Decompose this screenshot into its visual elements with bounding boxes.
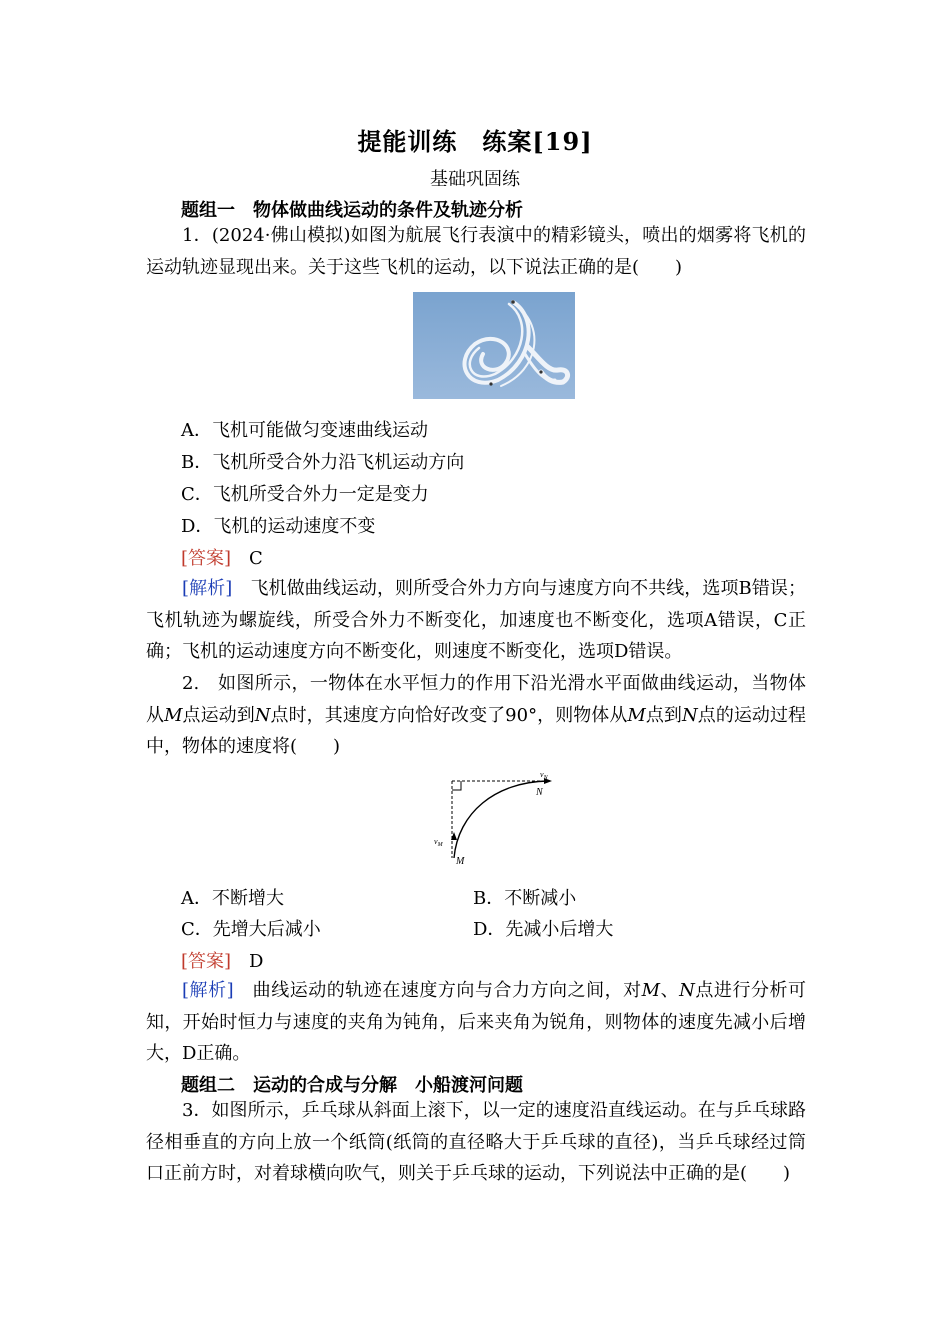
q2-answer: D [249,951,264,972]
airshow-photo [413,292,575,399]
q2-option-c: C．先增大后减小 [181,919,321,940]
n-label: N [536,787,543,798]
q2-answer-line [181,947,263,973]
motion-diagram [430,768,560,873]
q1-option-c: C．飞机所受合外力一定是变力 [181,484,429,505]
vn-label: $v_N$ [540,770,548,781]
trajectory-curve [454,781,548,858]
q1-option-d: D．飞机的运动速度不变 [181,516,376,537]
right-angle-icon [452,781,461,790]
q2-option-b: B．不断减小 [473,888,577,909]
q2-stem: 2. 如图所示，一物体在水平恒力的作用下沿光滑水平面做曲线运动，当物体从M点运动到N点时，其速度方向恰好改变了90°，则物体从M点到N点的运动过程中，物体的速度将( ) [146,673,807,757]
q1-answer-line [181,544,263,570]
page-title: 提能训练 练案[19] [357,127,593,156]
q3-stem: 3．如图所示，乒乓球从斜面上滚下，以一定的速度沿直线运动。在与乒乓球路径相垂直的方向上放一个纸筒(纸筒的直径略大于乒乓球的直径)，当乒乓球经过筒口正前方时，对着球横向吹气，则关于乒乓球的运动，下列说法中正确的是( ) [146,1100,806,1184]
q1-answer: C [249,548,263,569]
q1-option-b: B．飞机所受合外力沿飞机运动方向 [181,452,465,473]
m-label: M [456,856,465,867]
analysis-tag: [解析] [182,980,234,1001]
airplane-icon [539,370,542,373]
q1-option-a: A．飞机可能做匀变速曲线运动 [181,420,428,441]
answer-tag: [答案] [181,548,232,569]
q1-analysis-text: 飞机做曲线运动，则所受合外力方向与速度方向不共线，选项B错误；飞机轨迹为螺旋线，所受合外力不断变化，加速度也不断变化，选项A错误，C正确；飞机的运动速度方向不断变化，则速度不断变化，选项D错误。 [146,578,806,662]
vm-label: $v_M$ [434,837,443,848]
q2-analysis: [解析] 曲线运动的轨迹在速度方向与合力方向之间，对M、N点进行分析可知，开始时恒力与速度的夹角为钝角，后来夹角为锐角，则物体的速度先减小后增大，D正确。 [146,980,807,1064]
group1-heading: 题组一 物体做曲线运动的条件及轨迹分析 [181,200,523,221]
airplane-icon [489,382,492,385]
section-subtitle: 基础巩固练 [430,169,520,190]
group2-heading: 题组二 运动的合成与分解 小船渡河问题 [181,1075,523,1096]
q1-stem: 1．(2024·佛山模拟)如图为航展飞行表演中的精彩镜头，喷出的烟雾将飞机的运动轨迹显现出来。关于这些飞机的运动，以下说法正确的是( ) [146,225,806,278]
airplane-icon [511,300,515,304]
answer-tag: [答案] [181,951,232,972]
analysis-tag: [解析] [182,578,233,599]
q2-option-a: A．不断增大 [181,888,284,909]
q2-option-d: D．先减小后增大 [473,919,614,940]
q1-analysis [146,573,806,668]
